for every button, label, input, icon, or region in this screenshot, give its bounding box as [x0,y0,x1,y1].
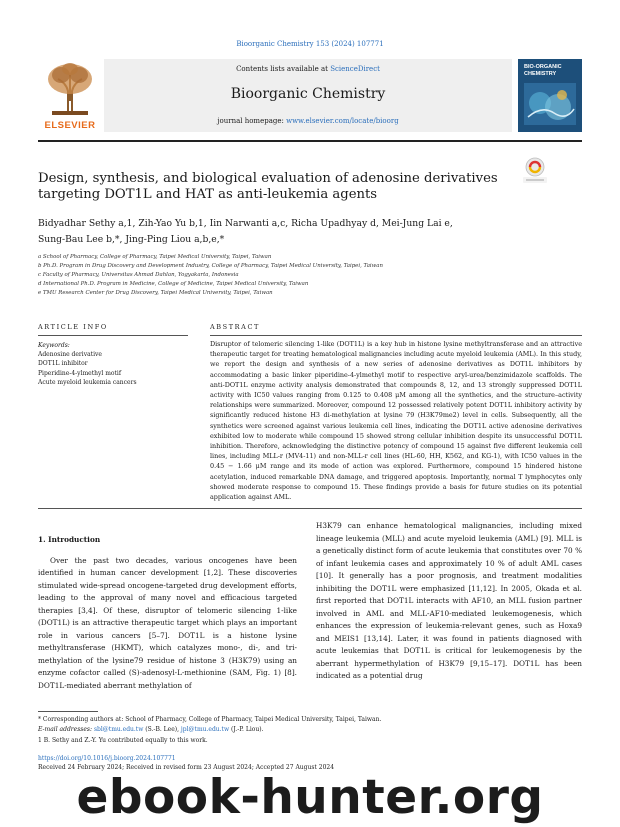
email-link-lee[interactable]: sbl@tmu.edu.tw [93,726,144,734]
body-left-column [38,534,297,692]
email-link-liou[interactable]: jpl@tmu.edu.tw [180,726,230,734]
cover-art-image [524,83,576,125]
introduction-heading: 1. Introduction [38,535,101,544]
keyword-item: Piperidine-4-ylmethyl motif [38,369,122,377]
introduction-paragraph-1: Over the past two decades, various oncogenes have been identified in human cancer development [1,2]. These discoveries stimulated wide-spread oncogene-targeted drug development efforts, leading to the approval of many novel and efficacious targeted therapies [3,4]. Of these, disruptor of telomeric silencing 1-like (DOT1L) is an attractive therapeutic target which plays an important role in various cancers [5–7]. DOT1L is a histone lysine methyltransferase (HKMT), which catalyzes mono-, di-, and tri-methylation of the lysine79 residue of histone 3 (H3K79) using an enzyme cofactor called (S)-adenosyl-L-methionine (SAM, Fig. 1) [8]. DOT1L-mediated aberrant methylation of [38,555,297,690]
authors-line-2: Sung-Bau Lee b,*, Jing-Ping Liou a,b,e,* [38,234,225,245]
keyword-item: DOT1L inhibitor [38,360,88,368]
corresponding-author-note: * Corresponding authors at: School of Pharmacy, College of Pharmacy, Taipei Medical University, Taipei, Taiwan. [38,716,382,723]
keyword-item: Acute myeloid leukemia cancers [38,378,137,386]
abstract-bottom-rule [38,508,582,509]
authors-line-1: Bidyadhar Sethy a,1, Zih-Yao Yu b,1, Iin Narwanti a,c, Richa Upadhyay d, Mei-Jung Lai e, [38,218,453,229]
author-list [38,216,558,248]
journal-homepage-line [104,117,512,125]
abstract-text: Disruptor of telomeric silencing 1-like (DOT1L) is a key hub in histone lysine methyltransferase and an attractive therapeutic target for treating hematological malignancies including acute myeloid leukemia (AML). In this study, we report the design and synthesis of a new series of adenosine derivatives as DOT1L inhibitors by accommodating a basic linker piperidine-4-ylmethyl motif to respective aryl-urea/benzimidazole scaffolds. The anti-DOT1L enzyme activity analysis demonstrated that compounds 8, 12, and 13 strongly suppressed DOT1L activity with IC50 values ranging from 0.125 to 0.408 μM among all the synthetics, and the structure–activity relationships were summarized. Moreover, compound 12 possessed relatively potent DOT1L inhibitory activity by significantly reduced histone H3 di-methylation at lysine 79 (H3K79me2) level in cells. Subsequently, all the synthetics were screened against various leukemia cell lines, indicating the DOT1L active adenosine derivatives exhibited low to moderate while compound 15 showed strong cellular inhibition despite its unsuccessful DOT1L inhibition. Therefore, acknowledging the distinctive potency of compound 15 against five different leukemia cell lines, including MLL-r (MV4-11) and non-MLL-r cell lines (HL-60, HH, K562, and KG-1), with IC50 values in the 0.45 − 1.66 μM range and its mode of action was explored. Furthermore, compound 15 hindered histone acetylation, induced remarkable DNA damage, and triggered apoptosis. Importantly, normal T lymphocytes only showed moderate response to compound 15. These findings provide a basis for future studies on its potential application against AML. [210,340,582,502]
journal-masthead [38,59,582,132]
doi-link[interactable]: https://doi.org/10.1016/j.bioorg.2024.107771 [38,755,176,762]
contents-prefix: Contents lists available at [236,65,331,73]
homepage-prefix: journal homepage: [217,117,287,125]
elsevier-logo[interactable] [38,61,102,131]
footnotes [38,715,558,746]
email-owner-lee: (S.-B. Lee), [143,726,181,734]
keywords-block [38,341,188,387]
watermark-text: ebook-hunter.org [76,770,544,825]
cover-title: BIO-ORGANIC CHEMISTRY [524,64,562,77]
contents-available-line [104,65,512,73]
email-line [38,725,558,735]
affiliation-b: b Ph.D. Program in Drug Discovery and Development Industry, College of Pharmacy, Taipei Medical University, Taipei, Taiwan [38,263,383,269]
email-owner-liou: (J.-P. Liou). [229,726,264,734]
elsevier-tree-icon [44,61,96,117]
email-prefix: E-mail addresses: [38,726,94,734]
body-right-column [316,520,582,683]
article-info-heading: ARTICLE INFO [38,323,108,331]
equal-contribution-note: 1 B. Sethy and Z.-Y. Yu contributed equally to this work. [38,736,208,744]
journal-info-box [104,59,512,132]
affiliation-e: e TMU Research Center for Drug Discovery, Taipei Medical University, Taipei, Taiwan [38,290,273,296]
sciencedirect-link[interactable]: ScienceDirect [330,65,380,73]
footnote-rule [38,711,98,712]
elsevier-wordmark: ELSEVIER [44,120,96,131]
journal-cover-thumbnail[interactable] [518,59,582,132]
affiliation-c: c Faculty of Pharmacy, Universitas Ahmad Dahlan, Yogyakarta, Indonesia [38,272,239,278]
abstract-rule [210,335,582,336]
journal-name: Bioorganic Chemistry [230,86,386,102]
journal-reference[interactable]: Bioorganic Chemistry 153 (2024) 107771 [236,40,384,48]
affiliation-d: d International Ph.D. Program in Medicine, College of Medicine, Taipei Medical University, Taiwan [38,281,309,287]
keyword-item: Adenosine derivative [38,351,102,359]
abstract-heading: ABSTRACT [210,323,260,331]
masthead-divider [38,140,582,142]
article-title: Design, synthesis, and biological evaluation of adenosine derivatives targeting DOT1L and HAT as anti-leukemia agents [38,171,498,202]
article-info-rule [38,335,188,336]
journal-homepage-link[interactable]: www.elsevier.com/locate/bioorg [286,117,399,125]
received-dates: Received 24 February 2024; Received in revised form 23 August 2024; Accepted 27 August 2024 [38,764,335,771]
affiliation-a: a School of Pharmacy, College of Pharmacy, Taipei Medical University, Taipei, Taiwan [38,254,272,260]
introduction-paragraph-2: H3K79 can enhance hematological malignancies, including mixed lineage leukemia (MLL) and acute myeloid leukemia (AML) [9]. MLL is a genetically distinct form of acute leukemia that constitutes over 70 % of infant leukemia cases and approximately 10 % of adult AML cases [10]. It generally has a poor prognosis, and treatment modalities inhibiting the DOT1L were emphasized [11,12]. In 2005, Okada et al. first reported that DOT1L interacts with AF10, an MLL fusion partner involved in AML and MLL-AF10-mediated leukemogenesis, which enhances the expression of leukemia-relevant genes, such as Hoxa9 and MEIS1 [13,14]. Later, it was found in patients diagnosed with acute leukemias that DOT1L is critical for leukemogenesis by the aberrant hypermethylation of H3K79 [9,15–17]. DOT1L has been indicated as a potential drug [316,521,582,680]
keywords-label: Keywords: [38,342,70,349]
check-for-updates-icon[interactable] [520,156,550,184]
